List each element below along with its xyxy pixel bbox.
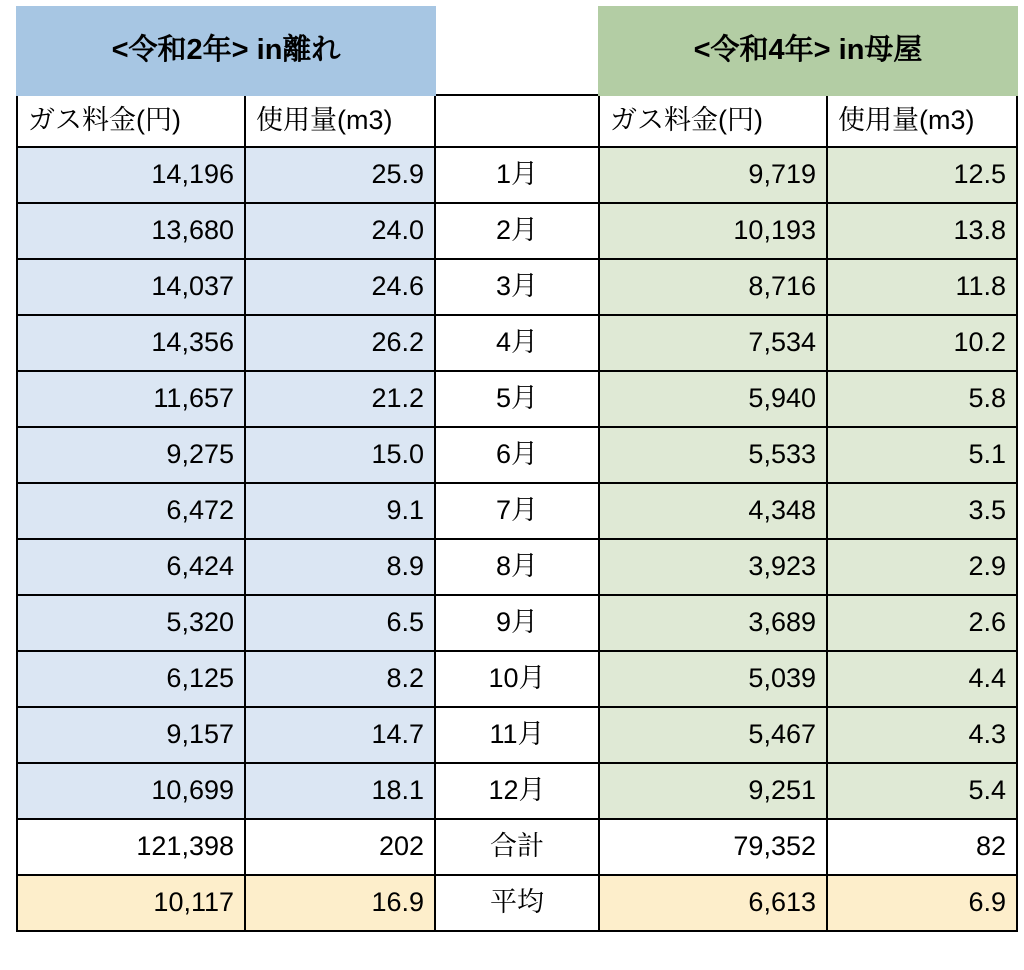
header-left-money: ガス料金(円) <box>17 95 245 147</box>
cell-left-money: 14,196 <box>17 147 245 203</box>
table-row <box>17 371 1017 427</box>
cell-right-money: 8,716 <box>599 259 827 315</box>
cell-month: 8月 <box>435 539 599 595</box>
cell-left-usage: 15.0 <box>245 427 435 483</box>
cell-left-usage: 24.0 <box>245 203 435 259</box>
cell-left-money: 9,157 <box>17 707 245 763</box>
cell-left-usage: 9.1 <box>245 483 435 539</box>
cell-right-money: 9,251 <box>599 763 827 819</box>
average-left-money: 10,117 <box>17 875 245 931</box>
total-right-usage: 82 <box>827 819 1017 875</box>
cell-right-usage: 5.8 <box>827 371 1017 427</box>
cell-right-money: 10,193 <box>599 203 827 259</box>
cell-month: 4月 <box>435 315 599 371</box>
cell-right-usage: 5.4 <box>827 763 1017 819</box>
cell-month: 1月 <box>435 147 599 203</box>
table-row <box>17 651 1017 707</box>
total-right-money: 79,352 <box>599 819 827 875</box>
banner-left: <令和2年> in離れ <box>17 7 435 95</box>
table-row <box>17 147 1017 203</box>
cell-left-usage: 24.6 <box>245 259 435 315</box>
cell-left-money: 13,680 <box>17 203 245 259</box>
cell-left-usage: 8.2 <box>245 651 435 707</box>
total-left-money: 121,398 <box>17 819 245 875</box>
cell-left-money: 6,424 <box>17 539 245 595</box>
cell-right-money: 5,467 <box>599 707 827 763</box>
header-month <box>435 95 599 147</box>
average-left-usage: 16.9 <box>245 875 435 931</box>
cell-right-usage: 5.1 <box>827 427 1017 483</box>
cell-right-money: 3,689 <box>599 595 827 651</box>
cell-month: 10月 <box>435 651 599 707</box>
table-banner-row <box>17 7 1017 95</box>
cell-left-money: 9,275 <box>17 427 245 483</box>
table-row <box>17 427 1017 483</box>
table-row-average <box>17 875 1017 931</box>
cell-left-usage: 14.7 <box>245 707 435 763</box>
cell-month: 11月 <box>435 707 599 763</box>
table-row <box>17 707 1017 763</box>
cell-left-money: 6,472 <box>17 483 245 539</box>
cell-left-money: 5,320 <box>17 595 245 651</box>
header-right-usage: 使用量(m3) <box>827 95 1017 147</box>
cell-month: 7月 <box>435 483 599 539</box>
cell-right-money: 5,039 <box>599 651 827 707</box>
cell-month: 12月 <box>435 763 599 819</box>
banner-right: <令和4年> in母屋 <box>599 7 1017 95</box>
table-row <box>17 315 1017 371</box>
cell-right-usage: 3.5 <box>827 483 1017 539</box>
table-row <box>17 763 1017 819</box>
cell-month: 2月 <box>435 203 599 259</box>
cell-month: 9月 <box>435 595 599 651</box>
table-row <box>17 203 1017 259</box>
table-row <box>17 259 1017 315</box>
cell-left-money: 10,699 <box>17 763 245 819</box>
cell-left-usage: 26.2 <box>245 315 435 371</box>
cell-right-usage: 4.3 <box>827 707 1017 763</box>
table-row-total <box>17 819 1017 875</box>
table-header-row <box>17 95 1017 147</box>
banner-gap <box>435 7 599 95</box>
header-right-money: ガス料金(円) <box>599 95 827 147</box>
cell-right-usage: 2.6 <box>827 595 1017 651</box>
gas-usage-table <box>16 6 1018 932</box>
cell-right-money: 5,533 <box>599 427 827 483</box>
average-right-money: 6,613 <box>599 875 827 931</box>
cell-left-money: 14,356 <box>17 315 245 371</box>
cell-right-usage: 10.2 <box>827 315 1017 371</box>
cell-left-usage: 6.5 <box>245 595 435 651</box>
cell-right-money: 4,348 <box>599 483 827 539</box>
table-row <box>17 595 1017 651</box>
cell-right-usage: 13.8 <box>827 203 1017 259</box>
cell-month: 6月 <box>435 427 599 483</box>
cell-month: 5月 <box>435 371 599 427</box>
cell-left-usage: 25.9 <box>245 147 435 203</box>
cell-left-usage: 18.1 <box>245 763 435 819</box>
cell-right-usage: 4.4 <box>827 651 1017 707</box>
cell-month: 3月 <box>435 259 599 315</box>
cell-left-money: 6,125 <box>17 651 245 707</box>
average-right-usage: 6.9 <box>827 875 1017 931</box>
cell-left-money: 14,037 <box>17 259 245 315</box>
table-row <box>17 483 1017 539</box>
cell-right-usage: 2.9 <box>827 539 1017 595</box>
cell-left-usage: 8.9 <box>245 539 435 595</box>
cell-right-usage: 11.8 <box>827 259 1017 315</box>
cell-left-usage: 21.2 <box>245 371 435 427</box>
average-label: 平均 <box>435 875 599 931</box>
total-left-usage: 202 <box>245 819 435 875</box>
header-left-usage: 使用量(m3) <box>245 95 435 147</box>
cell-right-usage: 12.5 <box>827 147 1017 203</box>
cell-right-money: 5,940 <box>599 371 827 427</box>
cell-left-money: 11,657 <box>17 371 245 427</box>
total-label: 合計 <box>435 819 599 875</box>
cell-right-money: 7,534 <box>599 315 827 371</box>
gas-comparison-sheet <box>0 6 1024 970</box>
cell-right-money: 3,923 <box>599 539 827 595</box>
table-row <box>17 539 1017 595</box>
cell-right-money: 9,719 <box>599 147 827 203</box>
